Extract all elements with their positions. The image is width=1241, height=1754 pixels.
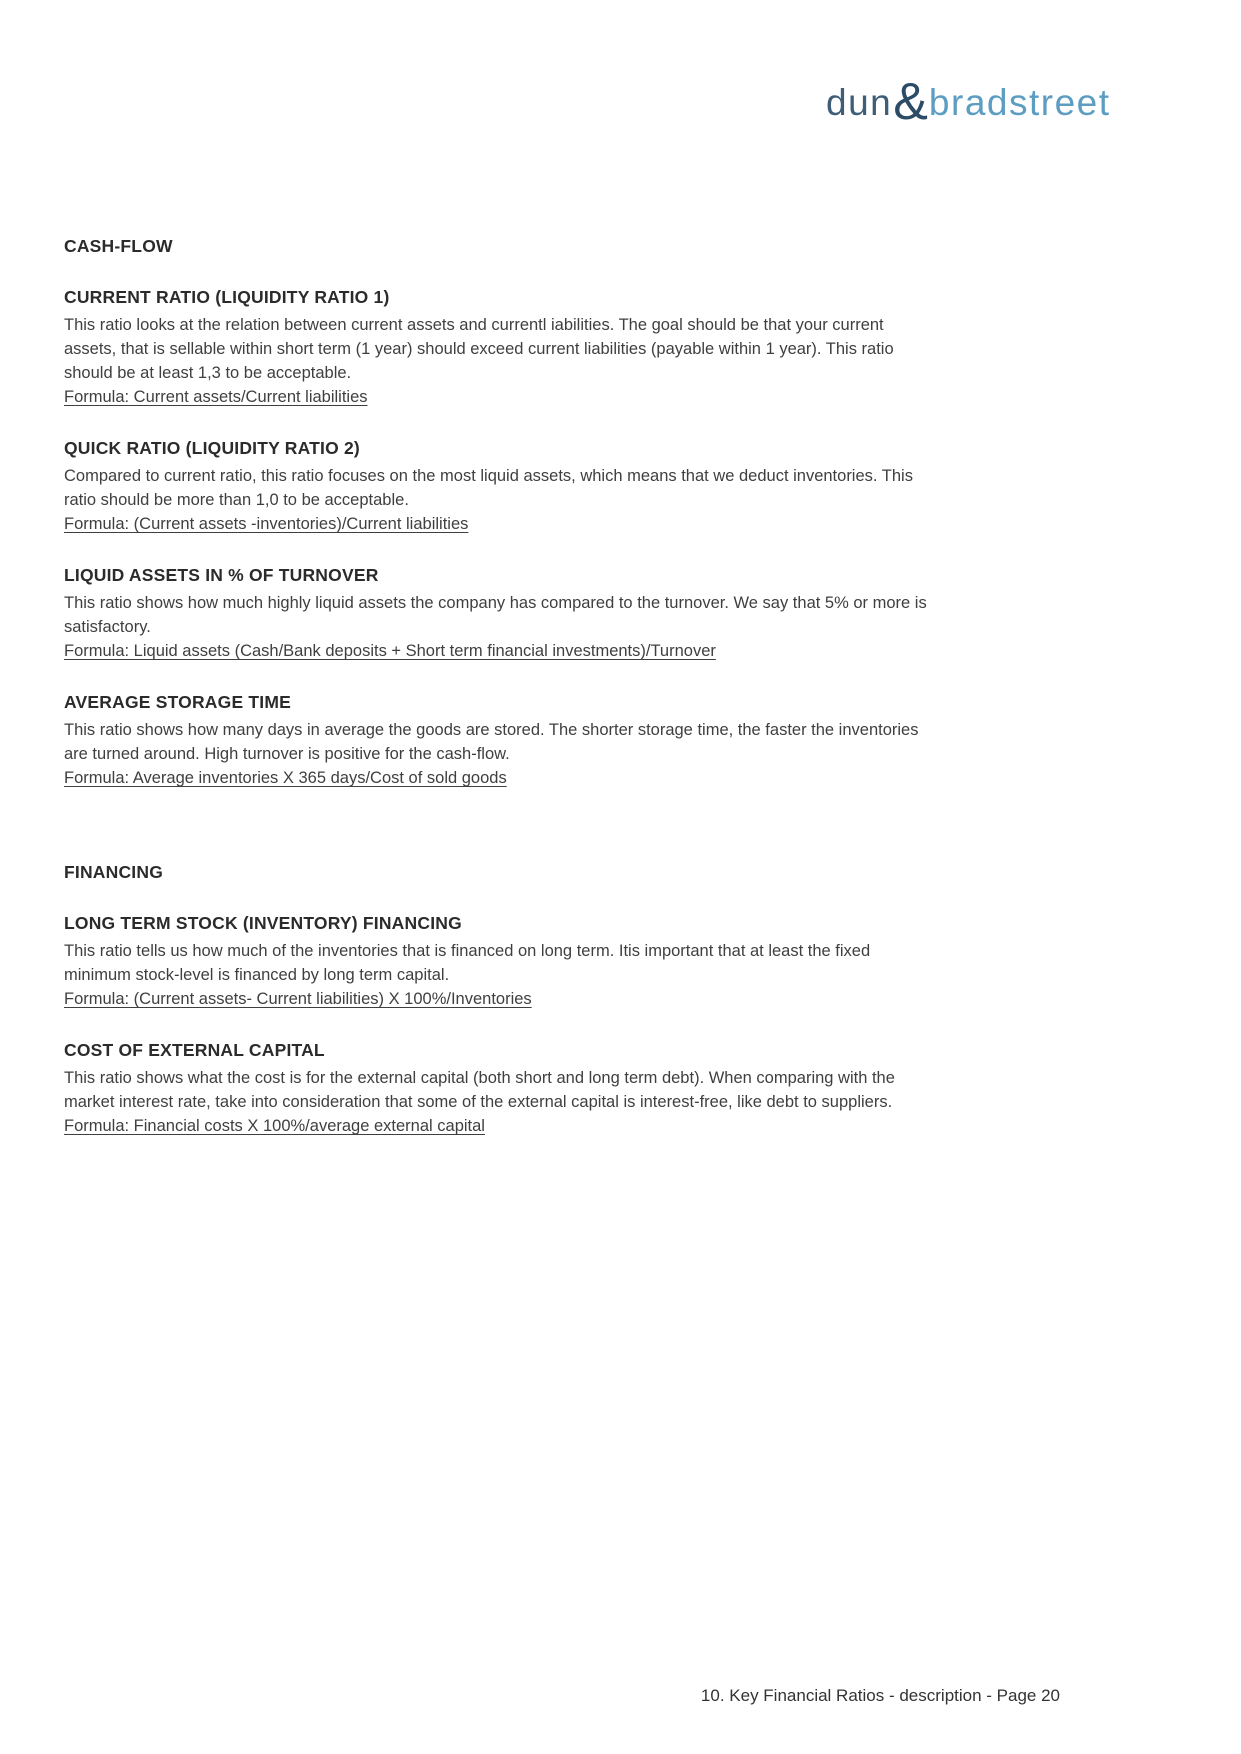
ratio-formula: Formula: (Current assets- Current liabilities) X 100%/Inventories <box>64 990 532 1008</box>
ratio-heading: QUICK RATIO (LIQUIDITY RATIO 2) <box>64 438 360 458</box>
dnb-logo <box>826 68 1111 131</box>
ratio-heading: LONG TERM STOCK (INVENTORY) FINANCING <box>64 913 462 933</box>
ratio-entry <box>64 690 927 790</box>
ratio-entry <box>64 563 927 663</box>
ratio-description-line: This ratio shows what the cost is for the external capital (both short and long term debt). When comparing with the <box>64 1069 895 1087</box>
ratio-description-line: assets, that is sellable within short term (1 year) should exceed current liabilities (payable within 1 year). This ratio <box>64 340 894 358</box>
ratio-formula: Formula: Liquid assets (Cash/Bank deposits + Short term financial investments)/Turnover <box>64 642 716 660</box>
ratio-heading: CURRENT RATIO (LIQUIDITY RATIO 1) <box>64 287 390 307</box>
ratio-heading: AVERAGE STORAGE TIME <box>64 692 291 712</box>
ratio-entry <box>64 436 927 536</box>
ratio-formula: Formula: Financial costs X 100%/average external capital <box>64 1117 485 1135</box>
logo-text-bradstreet: bradstreet <box>928 82 1111 123</box>
ratio-heading: LIQUID ASSETS IN % OF TURNOVER <box>64 565 379 585</box>
ratio-description-line: Compared to current ratio, this ratio focuses on the most liquid assets, which means that we deduct inventories. This <box>64 467 913 485</box>
ratio-entry <box>64 285 927 409</box>
ratio-description-line: are turned around. High turnover is positive for the cash-flow. <box>64 745 510 763</box>
ratio-description-line: This ratio looks at the relation between current assets and currentl iabilities. The goal should be that your current <box>64 316 884 334</box>
ratio-entry <box>64 1038 927 1138</box>
document-body <box>64 234 927 1165</box>
section-title: FINANCING <box>64 862 164 882</box>
ratio-description-line: This ratio shows how much highly liquid assets the company has compared to the turnover. We say that 5% or more is <box>64 594 927 612</box>
ratio-description-line: This ratio shows how many days in average the goods are stored. The shorter storage time, the faster the inventories <box>64 721 919 739</box>
ratio-description-line: satisfactory. <box>64 618 151 636</box>
ratio-formula: Formula: Current assets/Current liabilities <box>64 388 368 406</box>
section-title: CASH-FLOW <box>64 236 173 256</box>
footer-text: 10. Key Financial Ratios - description - Page 20 <box>700 1686 1060 1705</box>
logo-ampersand-icon: & <box>893 73 928 131</box>
ratio-formula: Formula: (Current assets -inventories)/Current liabilities <box>64 515 469 533</box>
ratio-entry <box>64 911 927 1011</box>
ratio-description-line: should be at least 1,3 to be acceptable. <box>64 364 352 382</box>
page-footer <box>64 1684 1060 1708</box>
ratio-formula: Formula: Average inventories X 365 days/Cost of sold goods <box>64 769 507 787</box>
logo-text-dun: dun <box>826 82 893 123</box>
ratio-description-line: ratio should be more than 1,0 to be acceptable. <box>64 491 409 509</box>
ratio-description-line: minimum stock-level is financed by long term capital. <box>64 966 450 984</box>
ratio-description-line: This ratio tells us how much of the inventories that is financed on long term. Itis important that at least the fixed <box>64 942 871 960</box>
ratio-description-line: market interest rate, take into consideration that some of the external capital is interest-free, like debt to suppliers. <box>64 1093 893 1111</box>
ratio-group <box>64 234 927 790</box>
ratio-group <box>64 860 927 1138</box>
ratio-heading: COST OF EXTERNAL CAPITAL <box>64 1040 325 1060</box>
